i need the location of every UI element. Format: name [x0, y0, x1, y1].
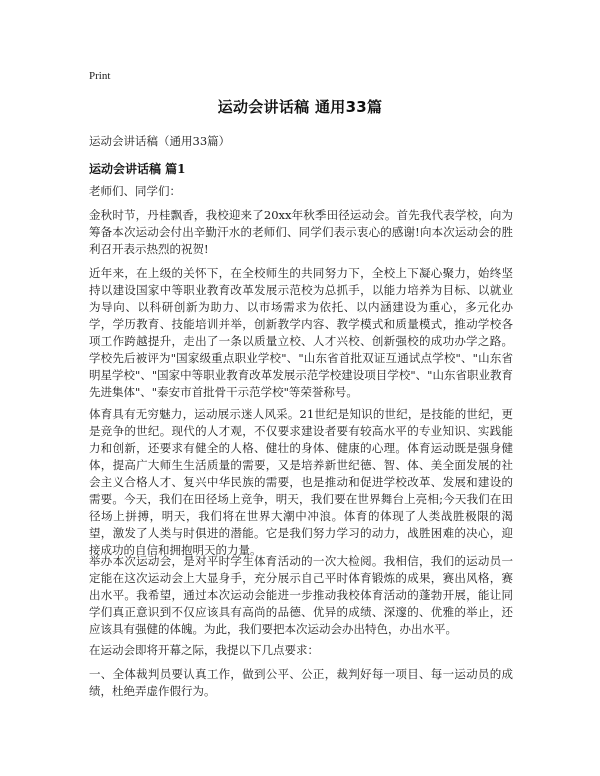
- paragraph-6: 一、全体裁判员要认真工作，做到公平、公正，裁判好每一项目、每一运动员的成绩，杜绝弄虚作假行为。: [89, 667, 513, 698]
- paragraph-1: 金秋时节，丹桂飘香，我校迎来了20xx年秋季田径运动会。首先我代表学校，向为筹备本次运动会付出辛勤汗水的老师们、同学们表示衷心的感谢!向本次运动会的胜利召开表示热烈的祝贺!: [89, 208, 513, 256]
- paragraph-4: 举办本次运动会，是对平时学生体育活动的一次大检阅。我相信，我们的运动员一定能在这次运动会上大显身手，充分展示自己平时体育锻炼的成果，赛出风格，赛出水平。我希望，通过本次运动会能进一步推动我校体育活动的蓬勃开展，能让同学们真正意识到不仅应该具有高尚的品德、优异的成绩、深邃的、优雅的举止，还应该具有强健的体魄。为此，我们要把本次运动会办出特色，办出水平。: [89, 554, 513, 636]
- paragraph-3: 体育具有无穷魅力，运动展示迷人风采。21世纪是知识的世纪，是技能的世纪，更是竞争的世纪。现代的人才观，不仅要求建设者要有较高水平的专业知识、实践能力和创新，还要求有健全的人格、健壮的身体、健康的心理。体育运动既是强身健体，提高广大师生生活质量的需要，又是培养新世纪德、智、体、美全面发展的社会主义合格人才、复兴中华民族的需要，也是推动和促进学校改革、发展和建设的需要。今天，我们在田径场上竞争，明天，我们要在世界舞台上亮相;今天我们在田径场上拼搏，明天，我们将在世界大潮中冲浪。体育的体现了人类战胜极限的渴望，激发了人类与时俱进的潜能。它是我们努力学习的动力，战胜困难的决心，迎接成功的自信和拥抱明天的力量。: [89, 407, 513, 557]
- paragraph-5: 在运动会即将开幕之际，我提以下几点要求：: [89, 643, 319, 657]
- document-subtitle: 运动会讲话稿（通用33篇）: [89, 134, 231, 148]
- section-heading: 运动会讲话稿 篇1: [89, 162, 186, 176]
- paragraph-2: 近年来，在上级的关怀下，在全校师生的共同努力下，全校上下凝心聚力，始终坚持以建设国家中等职业教育改革发展示范校为总抓手，以能力培养为目标、以就业为导向、以科研创新为助力、以市场需求为依托、以内涵建设为重心，多元化办学，学历教育、技能培训并举，创新教学内容、教学模式和质量模式，推动学校各项工作跨越提升，走出了一条以质量立校、人才兴校、创新强校的成功办学之路。学校先后被评为"国家级重点职业学校"、"山东省首批双证互通试点学校"、"山东省明星学校"、"国家中等职业教育改革发展示范学校建设项目学校"、"山东省职业教育先进集体"、"泰安市首批骨干示范学校"等荣誉称号。: [89, 266, 513, 399]
- greeting-paragraph: 老师们、同学们：: [89, 184, 181, 198]
- document-title: 运动会讲话稿 通用33篇: [217, 98, 383, 116]
- print-label: Print: [89, 70, 111, 82]
